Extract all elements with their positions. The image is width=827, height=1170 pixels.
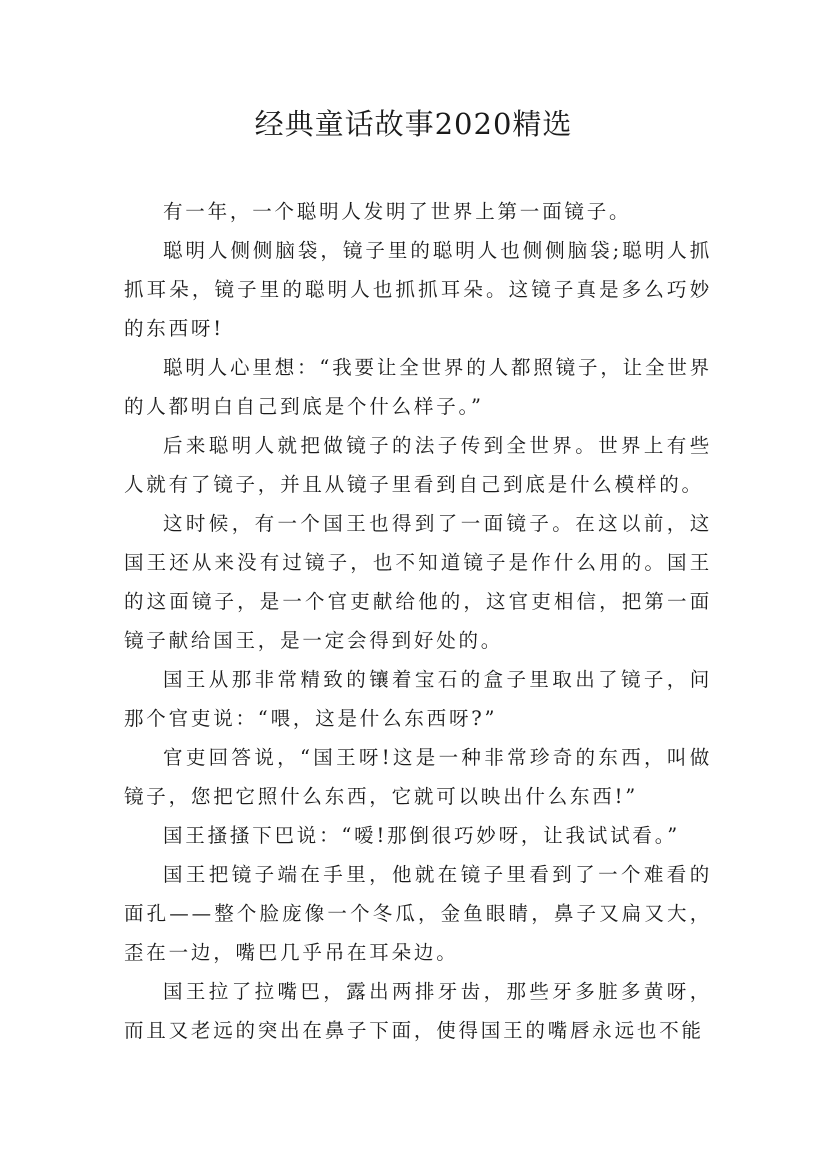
paragraph: 聪明人侧侧脑袋，镜子里的聪明人也侧侧脑袋;聪明人抓抓耳朵，镜子里的聪明人也抓抓耳朵。这镜子真是多么巧妙的东西呀! [124, 239, 712, 340]
paragraph: 国王搔搔下巴说：“嗳!那倒很巧妙呀，让我试试看。” [163, 824, 681, 847]
paragraph: 聪明人心里想：“我要让全世界的人都照镜子，让全世界的人都明白自己到底是个什么样子。” [124, 356, 712, 418]
document-body [124, 192, 712, 1050]
paragraph: 后来聪明人就把做镜子的法子传到全世界。世界上有些人就有了镜子，并且从镜子里看到自己到底是什么模样的。 [124, 434, 712, 496]
paragraph: 有一年，一个聪明人发明了世界上第一面镜子。 [163, 200, 632, 223]
document-title: 经典童话故事2020精选 [254, 107, 573, 141]
paragraph: 国王把镜子端在手里，他就在镜子里看到了一个难看的面孔——整个脸庞像一个冬瓜，金鱼眼睛，鼻子又扁又大，歪在一边，嘴巴几乎吊在耳朵边。 [124, 863, 712, 964]
paragraph: 国王拉了拉嘴巴，露出两排牙齿，那些牙多脏多黄呀，而且又老远的突出在鼻子下面，使得国王的嘴唇永远也不能 [124, 980, 712, 1042]
paragraph: 这时候，有一个国王也得到了一面镜子。在这以前，这国王还从来没有过镜子，也不知道镜子是作什么用的。国王的这面镜子，是一个官吏献给他的，这官吏相信，把第一面镜子献给国王，是一定会得到好处的。 [124, 512, 712, 652]
paragraph: 国王从那非常精致的镶着宝石的盒子里取出了镜子，问那个官吏说：“喂，这是什么东西呀?” [124, 668, 712, 730]
paragraph: 官吏回答说，“国王呀!这是一种非常珍奇的东西，叫做镜子，您把它照什么东西，它就可以映出什么东西!” [124, 746, 712, 808]
